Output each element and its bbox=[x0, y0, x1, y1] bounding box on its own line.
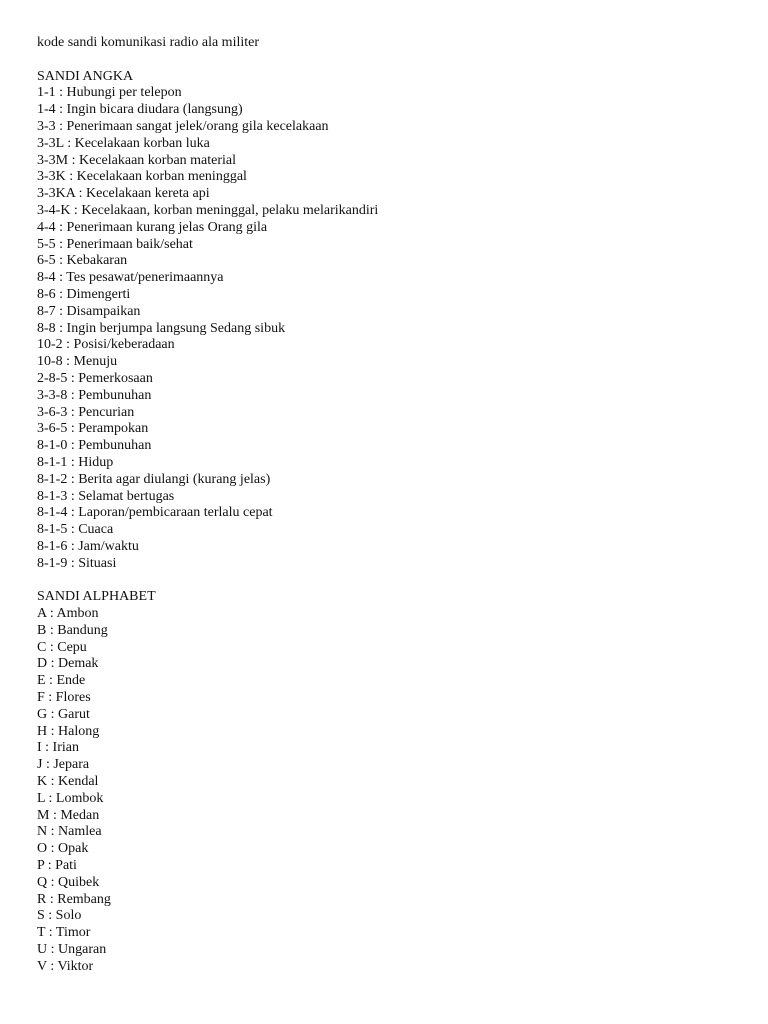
code-entry: 5-5 : Penerimaan baik/sehat bbox=[37, 236, 193, 252]
blank-line bbox=[37, 52, 378, 69]
code-entry: C : Cepu bbox=[37, 639, 87, 655]
blank-line bbox=[37, 573, 378, 590]
code-entry: 6-5 : Kebakaran bbox=[37, 253, 128, 269]
code-entry: M : Medan bbox=[37, 807, 100, 823]
code-entry: D : Demak bbox=[37, 656, 99, 672]
code-entry: Q : Quibek bbox=[37, 874, 100, 890]
code-entry: R : Rembang bbox=[37, 891, 111, 907]
code-entry: 4-4 : Penerimaan kurang jelas Orang gila bbox=[37, 219, 268, 235]
section-sandi-alphabet bbox=[37, 589, 378, 975]
code-entry: 8-8 : Ingin berjumpa langsung Sedang sibuk bbox=[37, 320, 286, 336]
code-entry: 2-8-5 : Pemerkosaan bbox=[37, 370, 153, 386]
section-sandi-angka bbox=[37, 69, 378, 573]
code-entry: 8-1-5 : Cuaca bbox=[37, 522, 114, 538]
code-entry: 3-4-K : Kecelakaan, korban meninggal, pelaku melarikandiri bbox=[37, 202, 379, 218]
code-entry: I : Irian bbox=[37, 740, 79, 756]
code-entry: G : Garut bbox=[37, 706, 90, 722]
code-entry: H : Halong bbox=[37, 723, 100, 739]
code-entry: 8-1-6 : Jam/waktu bbox=[37, 538, 139, 554]
code-entry: 8-1-4 : Laporan/pembicaraan terlalu cepat bbox=[37, 505, 273, 521]
code-entry: 3-3KA : Kecelakaan kereta api bbox=[37, 186, 210, 202]
code-entry: T : Timor bbox=[37, 925, 91, 941]
code-entry: 8-1-2 : Berita agar diulangi (kurang jelas) bbox=[37, 471, 271, 487]
code-entry: N : Namlea bbox=[37, 824, 102, 840]
code-entry: 10-2 : Posisi/keberadaan bbox=[37, 337, 175, 353]
code-entry: 8-1-9 : Situasi bbox=[37, 555, 117, 571]
code-entry: 8-1-3 : Selamat bertugas bbox=[37, 488, 175, 504]
code-entry: 1-4 : Ingin bicara diudara (langsung) bbox=[37, 102, 243, 118]
code-entry: 3-3-8 : Pembunuhan bbox=[37, 387, 152, 403]
code-entry: U : Ungaran bbox=[37, 942, 107, 958]
code-entry: A : Ambon bbox=[37, 606, 99, 622]
code-entry: F : Flores bbox=[37, 690, 91, 706]
code-entry: 1-1 : Hubungi per telepon bbox=[37, 85, 182, 101]
section-heading: SANDI ALPHABET bbox=[37, 589, 156, 605]
code-entry: K : Kendal bbox=[37, 774, 99, 790]
code-entry: 3-3M : Kecelakaan korban material bbox=[37, 152, 237, 168]
code-entry: 8-7 : Disampaikan bbox=[37, 303, 141, 319]
code-entry: B : Bandung bbox=[37, 622, 108, 638]
code-entry: 10-8 : Menuju bbox=[37, 354, 118, 370]
code-entry: 3-3L : Kecelakaan korban luka bbox=[37, 135, 210, 151]
code-entry: V : Viktor bbox=[37, 958, 94, 974]
code-entry: 8-6 : Dimengerti bbox=[37, 286, 131, 302]
code-entry: 3-3 : Penerimaan sangat jelek/orang gila kecelakaan bbox=[37, 118, 329, 134]
code-entry: 3-6-5 : Perampokan bbox=[37, 421, 149, 437]
section-heading: SANDI ANGKA bbox=[37, 68, 134, 84]
code-entry: 8-4 : Tes pesawat/penerimaannya bbox=[37, 270, 224, 286]
sections bbox=[37, 52, 378, 976]
code-entry: L : Lombok bbox=[37, 790, 104, 806]
document-title: kode sandi komunikasi radio ala militer bbox=[37, 35, 260, 50]
document-body bbox=[37, 35, 378, 976]
code-entry: 3-3K : Kecelakaan korban meninggal bbox=[37, 169, 247, 185]
code-entry: E : Ende bbox=[37, 673, 86, 689]
code-entry: J : Jepara bbox=[37, 757, 90, 773]
code-entry: 8-1-1 : Hidup bbox=[37, 454, 114, 470]
code-entry: 3-6-3 : Pencurian bbox=[37, 404, 135, 420]
code-entry: 8-1-0 : Pembunuhan bbox=[37, 438, 152, 454]
code-entry: O : Opak bbox=[37, 841, 89, 857]
code-entry: P : Pati bbox=[37, 858, 77, 874]
code-entry: S : Solo bbox=[37, 908, 82, 924]
